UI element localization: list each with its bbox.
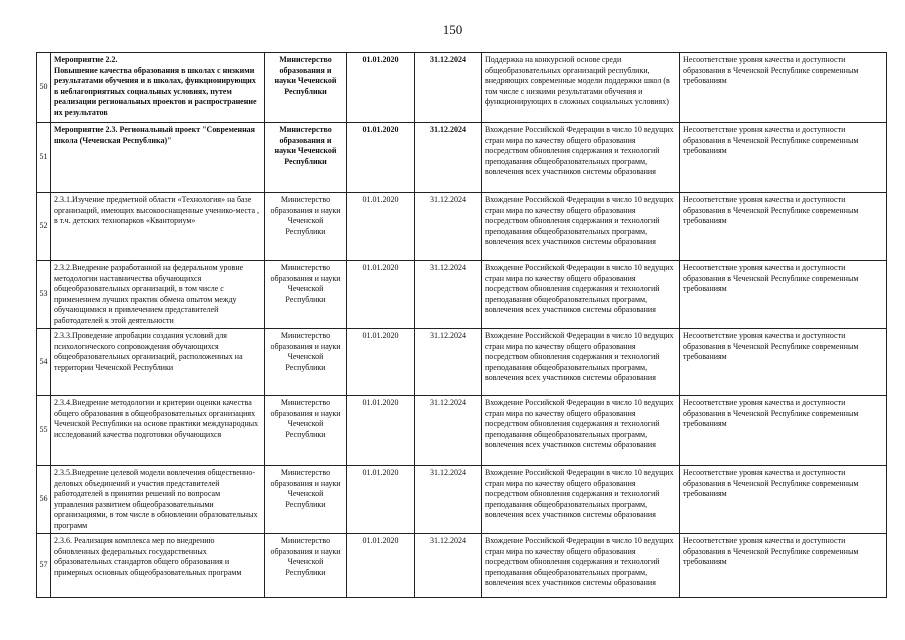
table-row (37, 53, 887, 123)
event-cell: 2.3.5.Внедрение целевой модели вовлечения общественно-деловых объединений и участия представителей работодателей в принятии решений по вопросам управления развитием общеобразовательными организациями, в том числе в обновлении образовательных программ (51, 466, 265, 534)
end-date-cell: 31.12.2024 (415, 396, 482, 466)
end-date-cell: 31.12.2024 (415, 329, 482, 396)
consequence-cell: Несоответствие уровня качества и доступности образования в Чеченской Республике современным требованиям (680, 261, 887, 329)
start-date-cell: 01.01.2020 (347, 53, 415, 123)
ministry-cell: Министерство образования и науки Чеченской Республики (265, 123, 347, 193)
consequence-cell: Несоответствие уровня качества и доступности образования в Чеченской Республике современным требованиям (680, 53, 887, 123)
result-cell: Вхождение Российской Федерации в число 10 ведущих стран мира по качеству общего образования посредством обновления содержания и технологий преподавания общеобразовательных программ, вовлечения всех участников системы образования (482, 261, 680, 329)
end-date-cell: 31.12.2024 (415, 534, 482, 598)
result-cell: Поддержка на конкурсной основе среди общеобразовательных организаций республики, внедряющих современные модели поддержки школ (в том числе с низкими результатами обучения и функционирующих в сложных социальных условиях) (482, 53, 680, 123)
row-number: 54 (37, 329, 51, 396)
table-row (37, 534, 887, 598)
consequence-cell: Несоответствие уровня качества и доступности образования в Чеченской Республике современным требованиям (680, 466, 887, 534)
page-number: 150 (442, 22, 463, 37)
row-number: 53 (37, 261, 51, 329)
end-date-cell: 31.12.2024 (415, 261, 482, 329)
ministry-cell: Министерство образования и науки Чеченской Республики (265, 53, 347, 123)
ministry-cell: Министерство образования и науки Чеченской Республики (265, 329, 347, 396)
row-number: 50 (37, 53, 51, 123)
consequence-cell: Несоответствие уровня качества и доступности образования в Чеченской Республике современным требованиям (680, 396, 887, 466)
result-cell: Вхождение Российской Федерации в число 10 ведущих стран мира по качеству общего образования посредством обновления содержания и технологий преподавания общеобразовательных программ, вовлечения всех участников системы образования (482, 123, 680, 193)
start-date-cell: 01.01.2020 (347, 193, 415, 261)
measures-table (36, 52, 887, 598)
ministry-cell: Министерство образования и науки Чеченской Республики (265, 534, 347, 598)
event-cell: 2.3.3.Проведение апробации создания условий для психологического сопровождения обучающихся общеобразовательных организаций, расположенных на территории Чеченской Республики (51, 329, 265, 396)
row-number: 56 (37, 466, 51, 534)
result-cell: Вхождение Российской Федерации в число 10 ведущих стран мира по качеству общего образования посредством обновления содержания и технологий преподавания общеобразовательных программ, вовлечения всех участников системы образования (482, 534, 680, 598)
ministry-cell: Министерство образования и науки Чеченской Республики (265, 261, 347, 329)
consequence-cell: Несоответствие уровня качества и доступности образования в Чеченской Республике современным требованиям (680, 534, 887, 598)
start-date-cell: 01.01.2020 (347, 396, 415, 466)
end-date-cell: 31.12.2024 (415, 53, 482, 123)
event-cell: Мероприятие 2.2. Повышение качества образования в школах с низкими результатами обучения и в школах, функционирующих в неблагоприятных социальных условиях, путем реализации региональных проектов и распространение их результатов (51, 53, 265, 123)
end-date-cell: 31.12.2024 (415, 193, 482, 261)
ministry-cell: Министерство образования и науки Чеченской Республики (265, 466, 347, 534)
end-date-cell: 31.12.2024 (415, 123, 482, 193)
start-date-cell: 01.01.2020 (347, 466, 415, 534)
event-cell: Мероприятие 2.3. Региональный проект "Современная школа (Чеченская Республика)" (51, 123, 265, 193)
row-number: 55 (37, 396, 51, 466)
start-date-cell: 01.01.2020 (347, 261, 415, 329)
event-cell: 2.3.4.Внедрение методологии и критерии оценки качества общего образования в общеобразовательных организациях Чеченской Республики на основе практики международных исследований качества подготовки обучающихся (51, 396, 265, 466)
result-cell: Вхождение Российской Федерации в число 10 ведущих стран мира по качеству общего образования посредством обновления содержания и технологий преподавания общеобразовательных программ, вовлечения всех участников системы образования (482, 466, 680, 534)
consequence-cell: Несоответствие уровня качества и доступности образования в Чеченской Республике современным требованиям (680, 329, 887, 396)
row-number: 52 (37, 193, 51, 261)
ministry-cell: Министерство образования и науки Чеченской Республики (265, 396, 347, 466)
start-date-cell: 01.01.2020 (347, 123, 415, 193)
table-row (37, 329, 887, 396)
event-cell: 2.3.1.Изучение предметной области «Технология» на базе организаций, имеющих высокооснащенные ученико-места , в т.ч. детских технопарков «Кванториум» (51, 193, 265, 261)
row-number: 57 (37, 534, 51, 598)
start-date-cell: 01.01.2020 (347, 329, 415, 396)
consequence-cell: Несоответствие уровня качества и доступности образования в Чеченской Республике современным требованиям (680, 193, 887, 261)
start-date-cell: 01.01.2020 (347, 534, 415, 598)
event-cell: 2.3.2.Внедрение разработанной на федеральном уровне методологии наставничества обучающихся общеобразовательных организаций, в том числе с применением лучших практик обмена опытом между обучающимися и привлечением представителей работодателей к этой деятельности (51, 261, 265, 329)
ministry-cell: Министерство образования и науки Чеченской Республики (265, 193, 347, 261)
end-date-cell: 31.12.2024 (415, 466, 482, 534)
table-row (37, 466, 887, 534)
row-number: 51 (37, 123, 51, 193)
result-cell: Вхождение Российской Федерации в число 10 ведущих стран мира по качеству общего образования посредством обновления содержания и технологий преподавания общеобразовательных программ, вовлечения всех участников системы образования (482, 329, 680, 396)
table-row (37, 261, 887, 329)
table-row (37, 193, 887, 261)
result-cell: Вхождение Российской Федерации в число 10 ведущих стран мира по качеству общего образования посредством обновления содержания и технологий преподавания общеобразовательных программ, вовлечения всех участников системы образования (482, 193, 680, 261)
table-body (37, 53, 887, 598)
table-row (37, 123, 887, 193)
consequence-cell: Несоответствие уровня качества и доступности образования в Чеченской Республике современным требованиям (680, 123, 887, 193)
table-row (37, 396, 887, 466)
result-cell: Вхождение Российской Федерации в число 10 ведущих стран мира по качеству общего образования посредством обновления содержания и технологий преподавания общеобразовательных программ, вовлечения всех участников системы образования (482, 396, 680, 466)
event-cell: 2.3.6. Реализация комплекса мер по внедрению обновленных федеральных государственных образовательных стандартов общего образования и примерных основных общеобразовательных программ (51, 534, 265, 598)
